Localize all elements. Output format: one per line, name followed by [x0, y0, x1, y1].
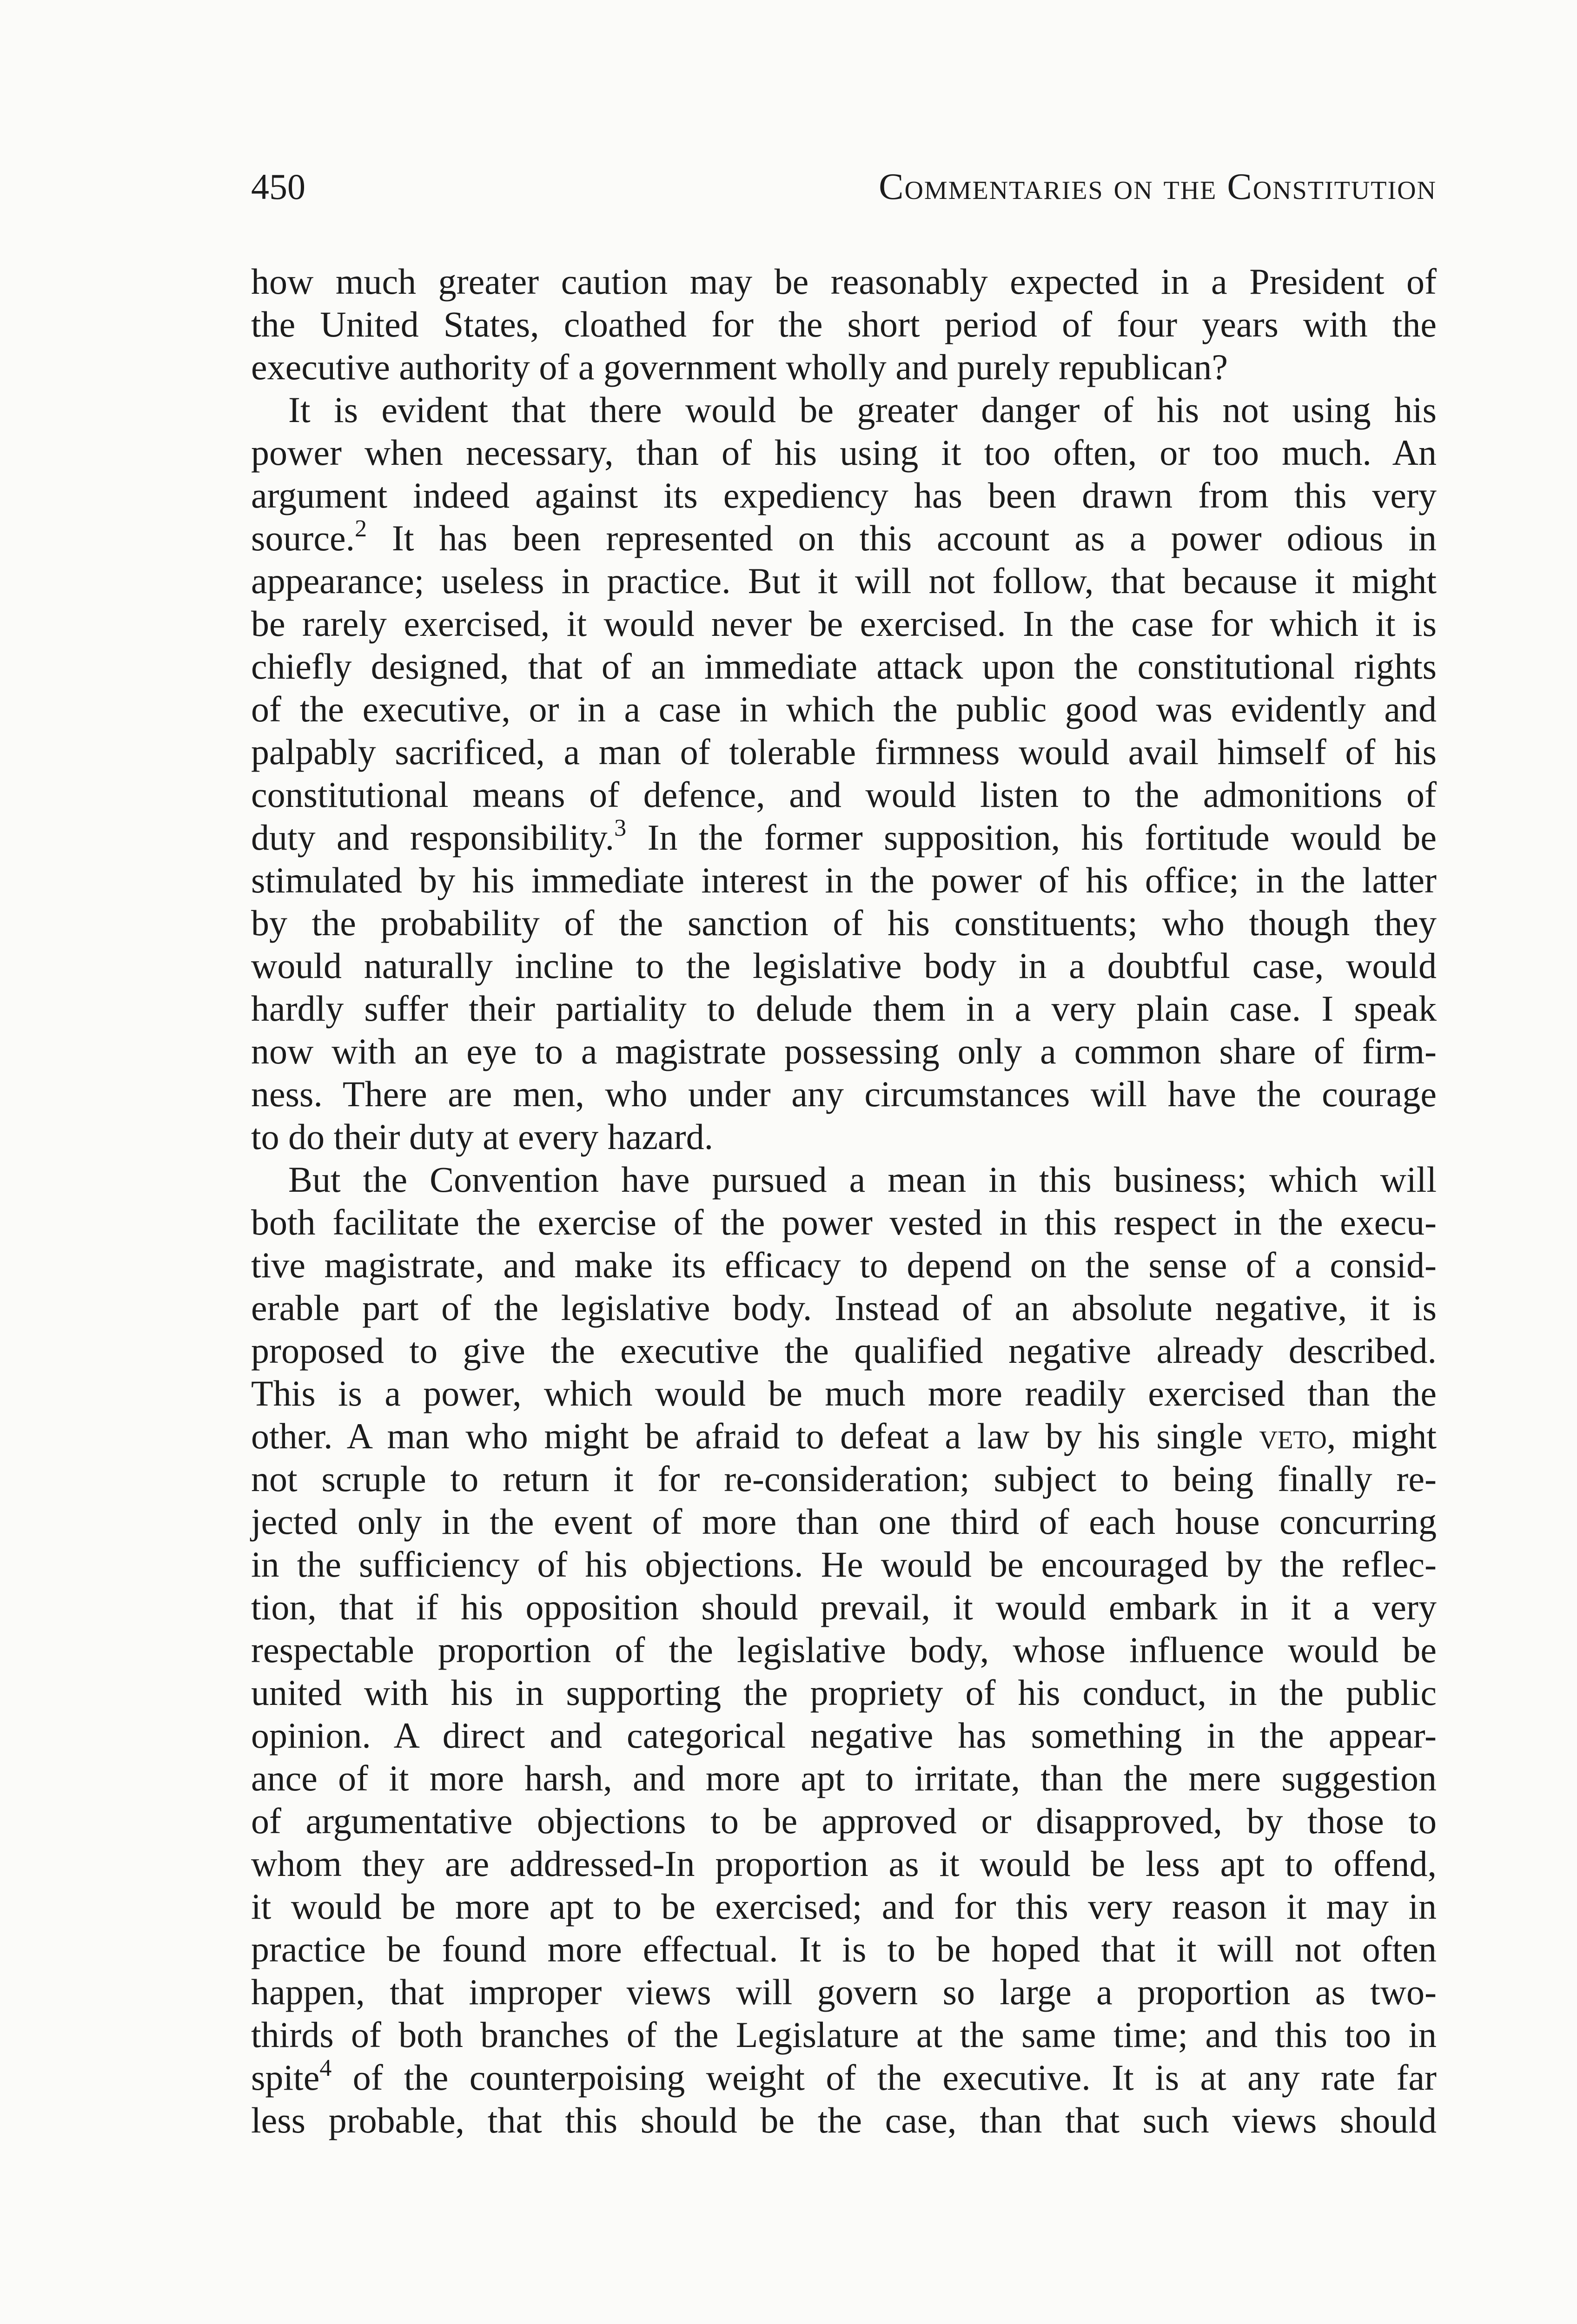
veto-small-caps: veto	[1259, 1416, 1327, 1456]
text-line: power when necessary, than of his using it too often, or too much. An	[251, 432, 1437, 473]
text-line: hardly suffer their partiality to delude them in a very plain case. I speak	[251, 988, 1437, 1029]
text-line: now with an eye to a magistrate possessing only a common share of firm-	[251, 1031, 1437, 1071]
text-line: of argumentative objections to be approved or disapproved, by those to	[251, 1801, 1437, 1841]
text-line: jected only in the event of more than one third of each house concurring	[251, 1501, 1437, 1542]
text-line: it would be more apt to be exercised; and for this very reason it may in	[251, 1886, 1437, 1927]
text-line: by the probability of the sanction of his constituents; who though they	[251, 903, 1437, 943]
footnote-ref-4: 4	[319, 2055, 332, 2081]
text-line: not scruple to return it for re-consideration; subject to being finally re-	[251, 1459, 1437, 1499]
paragraph-first-line: It is evident that there would be greater danger of his not using his	[288, 390, 1437, 430]
footnote-ref-3: 3	[614, 815, 627, 841]
text-line: how much greater caution may be reasonably expected in a President of	[251, 261, 1437, 302]
text-line: tion, that if his opposition should prevail, it would embark in it a very	[251, 1587, 1437, 1627]
text-line: tive magistrate, and make its efficacy to depend on the sense of a consid-	[251, 1245, 1437, 1285]
text-line: other. A man who might be afraid to defeat a law by his single veto, might	[251, 1416, 1437, 1456]
text-line: would naturally incline to the legislative body in a doubtful case, would	[251, 945, 1437, 986]
page-number: 450	[251, 166, 305, 207]
text-line: ance of it more harsh, and more apt to irritate, than the mere suggestion	[251, 1758, 1437, 1798]
body-text	[251, 260, 1437, 2142]
text-line: be rarely exercised, it would never be exercised. In the case for which it is	[251, 603, 1437, 644]
text-line: executive authority of a government wholly and purely republican?	[251, 347, 1228, 387]
text-line: proposed to give the executive the qualified negative already described.	[251, 1330, 1437, 1371]
text-line: spite$^4$ of the counterpoising weight of the executive. It is at any rate far	[251, 2055, 1437, 2098]
text-line: in the sufficiency of his objections. He would be encouraged by the reflec-	[251, 1544, 1437, 1585]
text-line: thirds of both branches of the Legislature at the same time; and this too in	[251, 2014, 1437, 2055]
text-line: less probable, that this should be the case, than that such views should	[251, 2100, 1437, 2140]
text-line: whom they are addressed-In proportion as it would be less apt to offend,	[251, 1843, 1437, 1884]
text-line: This is a power, which would be much more readily exercised than the	[251, 1373, 1437, 1413]
text-line: both facilitate the exercise of the power vested in this respect in the execu-	[251, 1202, 1437, 1242]
text-line: respectable proportion of the legislative body, whose influence would be	[251, 1630, 1437, 1670]
text-line: stimulated by his immediate interest in the power of his office; in the latter	[251, 860, 1437, 900]
text-line: source.$^2$ It has been represented on this account as a power odious in	[251, 515, 1437, 558]
text-line: united with his in supporting the propriety of his conduct, in the public	[251, 1672, 1437, 1713]
text-line: erable part of the legislative body. Instead of an absolute negative, it is	[251, 1287, 1437, 1328]
text-line: the United States, cloathed for the short period of four years with the	[251, 304, 1437, 344]
book-page	[251, 0, 1437, 2324]
text-line: argument indeed against its expediency has been drawn from this very	[251, 475, 1437, 515]
paragraph-first-line: But the Convention have pursued a mean in this business; which will	[288, 1159, 1437, 1200]
running-title: Commentaries on the Constitution	[879, 166, 1437, 207]
text-line: to do their duty at every hazard.	[251, 1116, 714, 1157]
text-line: palpably sacrificed, a man of tolerable firmness would avail himself of his	[251, 732, 1437, 772]
text-line: constitutional means of defence, and would listen to the admonitions of	[251, 774, 1437, 815]
text-line: opinion. A direct and categorical negative has something in the appear-	[251, 1715, 1437, 1756]
text-line: happen, that improper views will govern so large a proportion as two-	[251, 1972, 1437, 2012]
running-head	[251, 164, 1437, 210]
text-line: ness. There are men, who under any circumstances will have the courage	[251, 1074, 1437, 1114]
text-line: chiefly designed, that of an immediate attack upon the constitutional rights	[251, 646, 1437, 687]
footnote-ref-2: 2	[355, 515, 367, 542]
text-line: of the executive, or in a case in which the public good was evidently and	[251, 689, 1437, 729]
text-line: practice be found more effectual. It is to be hoped that it will not often	[251, 1929, 1437, 1969]
text-line: appearance; useless in practice. But it will not follow, that because it might	[251, 561, 1437, 601]
text-line: duty and responsibility.$^3$ In the former supposition, his fortitude would be	[251, 815, 1437, 858]
